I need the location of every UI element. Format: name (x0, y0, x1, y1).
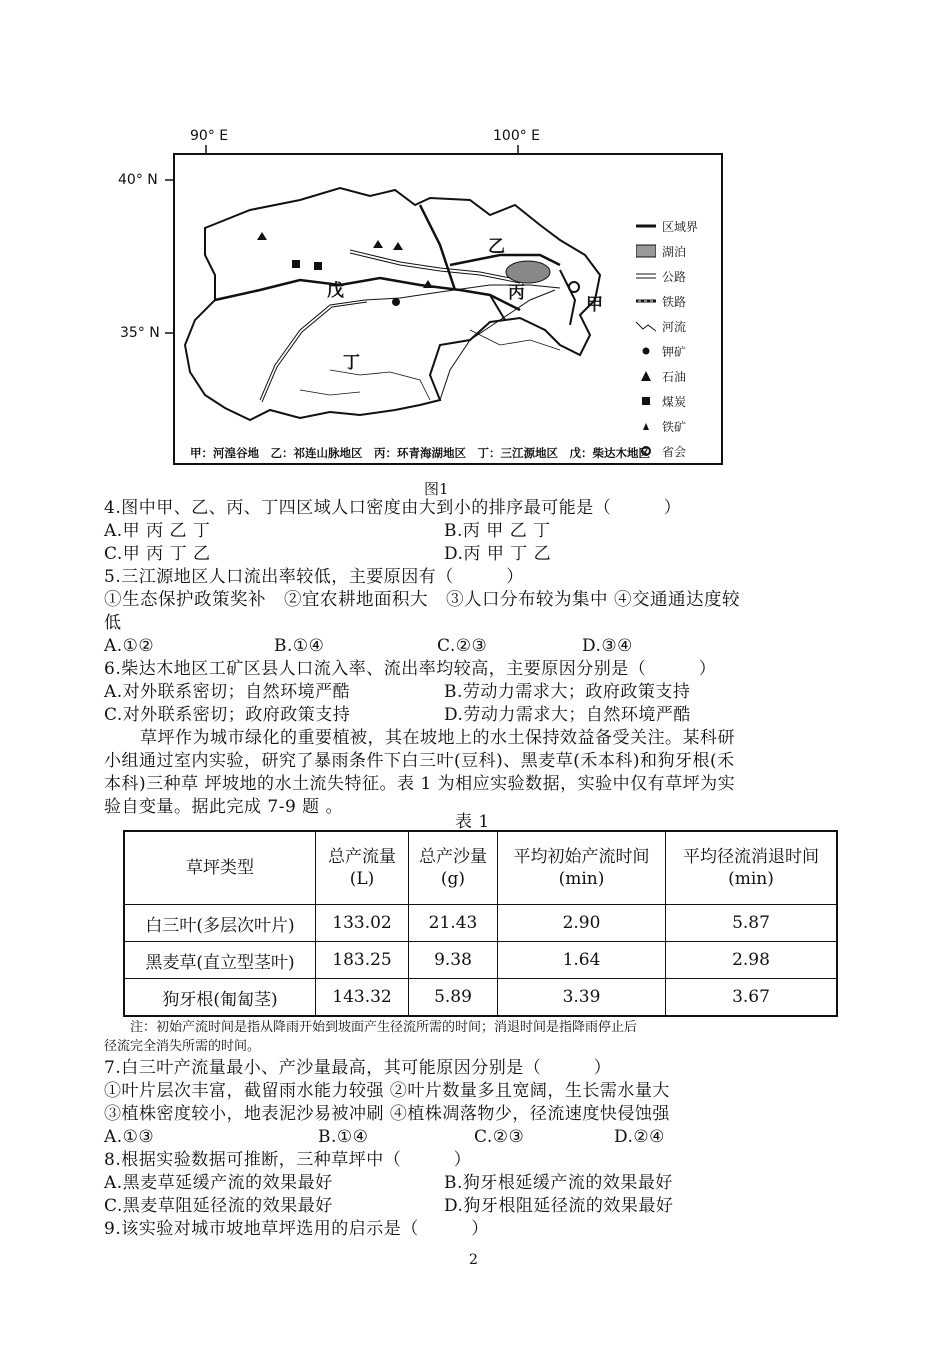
q7-statements-2: ③植株密度较小，地表泥沙易被冲刷 ④植株凋落物少，径流速度快侵蚀强 (104, 1104, 670, 1124)
q6-option-c: C.对外联系密切；政府政策支持 (104, 705, 351, 725)
page-number: 2 (469, 1252, 478, 1268)
railway-icon (636, 294, 656, 308)
legend-label: 省会 (662, 444, 687, 459)
square-icon (636, 394, 656, 408)
lon-label-90: 90° E (190, 128, 229, 144)
river-icon (636, 319, 656, 333)
q4-option-d: D.丙 甲 丁 乙 (444, 544, 552, 564)
legend-item (636, 267, 698, 285)
q7-option-a: A.①③ (104, 1127, 155, 1147)
q8-option-c: C.黑麦草阻延径流的效果最好 (104, 1196, 333, 1216)
q8-stem: 8.根据实验数据可推断，三种草坪中（ ） (104, 1150, 472, 1170)
q5-option-d: D.③④ (582, 636, 633, 656)
legend-label: 公路 (662, 269, 687, 284)
header-runoff-recession-time: 平均径流消退时间 (min) (666, 831, 838, 905)
header-total-runoff: 总产流量 (L) (316, 831, 409, 905)
legend-label: 钾矿 (662, 344, 687, 359)
q8-option-d: D.狗牙根阻延径流的效果最好 (444, 1196, 674, 1216)
q8-option-a: A.黑麦草延缓产流的效果最好 (104, 1173, 333, 1193)
legend-label: 铁路 (662, 294, 687, 309)
lat-label-40: 40° N (118, 172, 158, 188)
cell: 3.67 (666, 979, 838, 1017)
small-triangle-icon (636, 419, 656, 433)
cell: 狗牙根(匍匐茎) (124, 979, 316, 1017)
triangle-icon (636, 369, 656, 383)
lon-label-100: 100° E (493, 128, 541, 144)
q6-option-b: B.劳动力需求大；政府政策支持 (444, 682, 691, 702)
cell: 9.38 (409, 942, 498, 979)
table-note-line-2: 径流完全消失所需的时间。 (104, 1039, 261, 1054)
cell: 黑麦草(直立型茎叶) (124, 942, 316, 979)
q6-option-d: D.劳动力需求大；自然环境严酷 (444, 705, 691, 725)
map-legend (636, 217, 698, 460)
passage-line-4: 验自变量。据此完成 7-9 题 。 (104, 797, 344, 817)
data-table (123, 830, 838, 1017)
region-label-bing: 丙 (508, 283, 525, 303)
legend-item (636, 242, 698, 260)
q6-stem: 6.柴达木地区工矿区县人口流入率、流出率均较高，主要原因分别是（ ） (104, 659, 717, 679)
lat-label-35: 35° N (120, 325, 160, 341)
legend-item (636, 317, 698, 335)
passage-line-2: 小组通过室内实验，研究了暴雨条件下白三叶(豆科)、黑麦草(禾本科)和狗牙根(禾 (104, 751, 735, 771)
header-total-sediment: 总产沙量 (g) (409, 831, 498, 905)
cell: 2.98 (666, 942, 838, 979)
road-double-line-icon (636, 269, 656, 283)
cell: 5.89 (409, 979, 498, 1017)
legend-label: 煤炭 (662, 394, 687, 409)
legend-label: 湖泊 (662, 244, 687, 259)
q7-statements-1: ①叶片层次丰富，截留雨水能力较强 ②叶片数量多且宽阔，生长需水量大 (104, 1081, 670, 1101)
passage-line-1: 草坪作为城市绿化的重要植被，其在坡地上的水土保持效益备受关注。某科研 (140, 728, 735, 748)
legend-item (636, 217, 698, 235)
q5-stem: 5.三江源地区人口流出率较低，主要原因有（ ） (104, 567, 524, 587)
cell: 5.87 (666, 905, 838, 942)
q4-option-a: A.甲 丙 乙 丁 (104, 521, 211, 541)
map-caption: 甲：河湟谷地 乙：祁连山脉地区 丙：环青海湖地区 丁：三江源地区 戊：柴达木地区 (190, 446, 650, 460)
legend-item (636, 392, 698, 410)
legend-label: 区域界 (662, 219, 699, 234)
passage-line-3: 本科)三种草 坪坡地的水土流失特征。表 1 为相应实验数据，实验中仅有草坪为实 (104, 774, 736, 794)
boundary-line-icon (636, 219, 656, 233)
legend-label: 铁矿 (662, 419, 687, 434)
region-label-yi: 乙 (488, 237, 505, 257)
table-header-row (124, 831, 837, 905)
table-title: 表 1 (455, 812, 490, 832)
cell: 183.25 (316, 942, 409, 979)
q4-option-c: C.甲 丙 丁 乙 (104, 544, 211, 564)
q7-option-c: C.②③ (474, 1127, 525, 1147)
q7-option-d: D.②④ (614, 1127, 665, 1147)
header-grass-type: 草坪类型 (124, 831, 316, 905)
q4-stem: 4.图中甲、乙、丙、丁四区域人口密度由大到小的排序最可能是（ ） (104, 498, 682, 518)
q5-statements: ①生态保护政策奖补 ②宜农耕地面积大 ③人口分布较为集中 ④交通通达度较 (104, 590, 741, 610)
legend-item (636, 292, 698, 310)
q7-stem: 7.白三叶产流量最小、产沙量最高，其可能原因分别是（ ） (104, 1058, 612, 1078)
figure-title: 图1 (424, 480, 449, 498)
region-label-jia: 甲 (586, 295, 603, 315)
lake-hatch-icon (636, 244, 656, 258)
q7-option-b: B.①④ (318, 1127, 369, 1147)
cell: 3.39 (498, 979, 666, 1017)
table-row (124, 942, 837, 979)
legend-item (636, 342, 698, 360)
table-note-line-1: 注：初始产流时间是指从降雨开始到坡面产生径流所需的时间；消退时间是指降雨停止后 (130, 1020, 638, 1035)
legend-item (636, 367, 698, 385)
legend-label: 石油 (662, 369, 687, 384)
dot-icon (636, 344, 656, 358)
q5-option-c: C.②③ (437, 636, 488, 656)
table-row (124, 905, 837, 942)
province-outline (185, 188, 600, 420)
cell: 143.32 (316, 979, 409, 1017)
q8-option-b: B.狗牙根延缓产流的效果最好 (444, 1173, 673, 1193)
region-label-wu: 戊 (327, 281, 344, 301)
legend-item (636, 417, 698, 435)
cell: 白三叶(多层次叶片) (124, 905, 316, 942)
map-drawing (0, 0, 950, 480)
q4-option-b: B.丙 甲 乙 丁 (444, 521, 551, 541)
region-label-ding: 丁 (343, 353, 360, 373)
q9-stem: 9.该实验对城市坡地草坪选用的启示是（ ） (104, 1219, 489, 1239)
cell: 1.64 (498, 942, 666, 979)
legend-label: 河流 (662, 319, 687, 334)
q5-statements-cont: 低 (104, 613, 122, 633)
cell: 2.90 (498, 905, 666, 942)
q5-option-b: B.①④ (274, 636, 325, 656)
header-initial-runoff-time: 平均初始产流时间 (min) (498, 831, 666, 905)
cell: 21.43 (409, 905, 498, 942)
cell: 133.02 (316, 905, 409, 942)
q6-option-a: A.对外联系密切；自然环境严酷 (104, 682, 351, 702)
q5-option-a: A.①② (104, 636, 155, 656)
table-row (124, 979, 837, 1017)
